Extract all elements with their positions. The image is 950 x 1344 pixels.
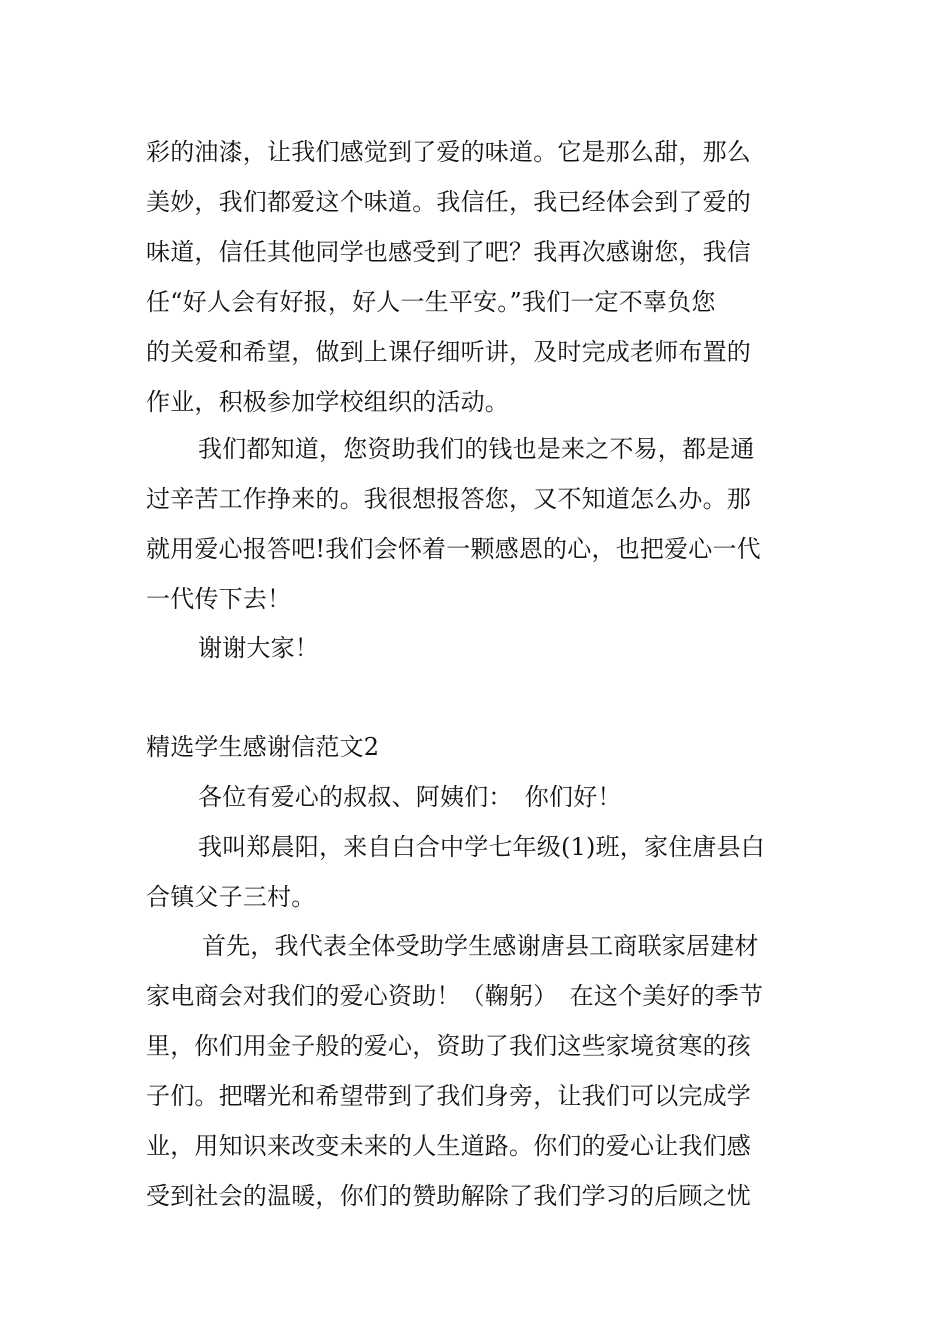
text-line: 合镇父子三村。 xyxy=(146,883,316,911)
text-line: 子们。把曙光和希望带到了我们身旁，让我们可以完成学 xyxy=(146,1082,751,1110)
paragraph-introduction xyxy=(146,822,810,922)
text-line: 首先，我代表全体受助学生感谢唐县工商联家居建材 xyxy=(202,932,759,960)
text-line: 受到社会的温暖，你们的赞助解除了我们学习的后顾之忧 xyxy=(146,1182,751,1210)
text-line: 我叫郑晨阳，来自白合中学七年级(1)班，家住唐县白 xyxy=(198,833,765,861)
thanks-line: 谢谢大家！ xyxy=(198,634,319,662)
greeting-line: 各位有爱心的叔叔、阿姨们： 你们好！ xyxy=(198,783,622,811)
paragraph-thanks-donors xyxy=(146,921,810,1221)
text-line: 彩的油漆，让我们感觉到了爱的味道。它是那么甜，那么 xyxy=(146,138,751,166)
closing-thanks xyxy=(146,623,810,673)
letter-greeting xyxy=(146,772,810,822)
text-line: 过辛苦工作挣来的。我很想报答您，又不知道怎么办。那 xyxy=(146,485,751,513)
text-line: 业，用知识来改变未来的人生道路。你们的爱心让我们感 xyxy=(146,1132,751,1160)
text-line: 的关爱和希望，做到上课仔细听讲，及时完成老师布置的 xyxy=(146,338,751,366)
section-heading xyxy=(146,722,810,772)
paragraph-gratitude xyxy=(146,424,810,624)
paragraph-continued xyxy=(146,127,810,427)
text-line: 味道，信任其他同学也感受到了吧？我再次感谢您，我信 xyxy=(146,238,751,266)
text-line: 家电商会对我们的爱心资助！（鞠躬） 在这个美好的季节 xyxy=(146,982,764,1010)
text-line: 里，你们用金子般的爱心，资助了我们这些家境贫寒的孩 xyxy=(146,1032,751,1060)
text-line: 作业，积极参加学校组织的活动。 xyxy=(146,388,509,416)
text-line: 美妙，我们都爱这个味道。我信任，我已经体会到了爱的 xyxy=(146,188,751,216)
text-line: 一代传下去！ xyxy=(146,585,292,613)
text-line: 任“好人会有好报，好人一生平安。”我们一定不辜负您 xyxy=(146,288,716,316)
text-line: 就用爱心报答吧!我们会怀着一颗感恩的心，也把爱心一代 xyxy=(146,535,761,563)
text-line: 我们都知道，您资助我们的钱也是来之不易，都是通 xyxy=(198,435,755,463)
section-title: 精选学生感谢信范文2 xyxy=(146,733,380,761)
